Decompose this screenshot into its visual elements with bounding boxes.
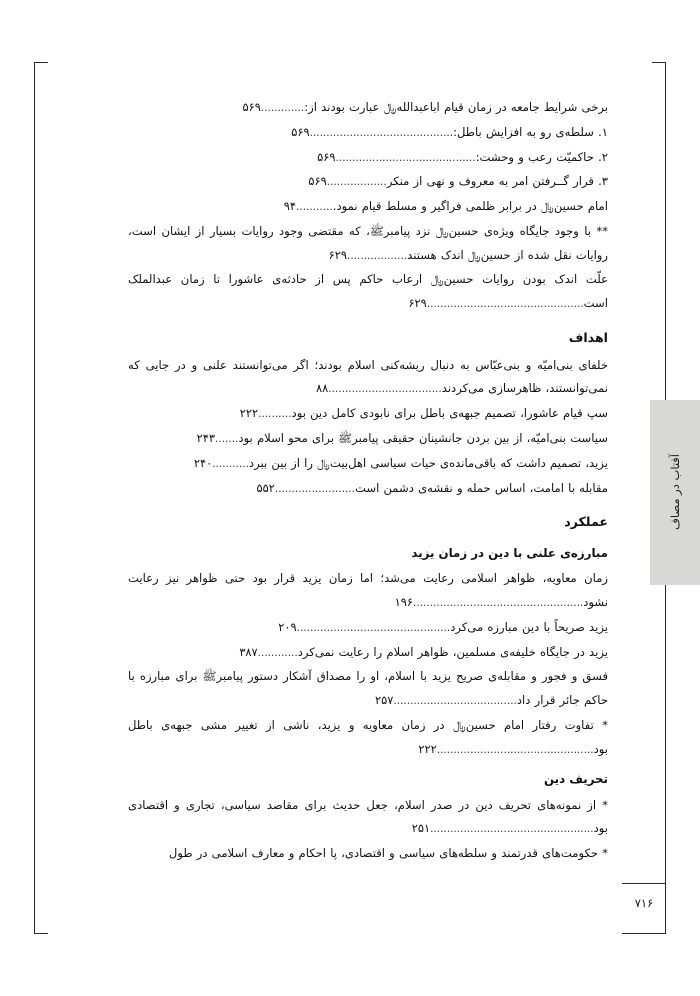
chapter-side-tab-label: آفتاب در مصاف <box>668 454 682 531</box>
toc-entry-leader: ............................................... <box>436 743 594 756</box>
toc-entry-text: مقابله با امامت، اساس حمله و نقشه‌ی دشمن است <box>354 480 608 495</box>
toc-entry <box>128 170 608 194</box>
toc-entry-page: ۸۸ <box>316 381 329 396</box>
toc-entry <box>128 452 608 476</box>
toc-entry-page: ۲۵۱ <box>411 821 431 836</box>
toc-entry-page: ۵۶۹ <box>291 124 310 139</box>
toc-entry-leader: ........................................... <box>309 126 454 139</box>
page-frame-cap-bottom-left <box>34 933 48 934</box>
toc-entry <box>128 567 608 615</box>
toc-entry <box>128 96 608 120</box>
toc-entry <box>128 402 608 426</box>
toc-entry <box>128 354 608 402</box>
toc-entry-text: * تفاوت رفتار امام حسین﷼ در زمان معاویه و یزید، ناشی از تغییر مشی جبهه‌ی باطل بود <box>128 717 608 756</box>
toc-entry-leader: ..................................... <box>393 695 517 708</box>
toc-entry <box>128 427 608 451</box>
toc-entry-text: * از نمونه‌های تحریف دین در صدر اسلام، جعل حدیث برای مقاصد سیاسی، تجاری و اقتصادی بود <box>128 797 608 836</box>
toc-entry-text: یزید در جایگاه خلیفه‌ی مسلمین، ظواهر اسلام را رعایت نمی‌کرد <box>297 644 608 659</box>
toc-entry-text: سیاست بنی‌امیّه، از بین بردن جانشینان حقیقی پیامبرﷺ برای محو اسلام بود <box>238 431 608 445</box>
toc-entry-leader: ........................ <box>274 482 355 495</box>
section-heading-performance: عملکرد <box>564 514 608 530</box>
toc-entry-text: برخی شرایط جامعه در زمان قیام اباعبدالله﷼ عبارت بودند از: <box>304 100 608 114</box>
toc-entry-page: ۹۴ <box>283 199 297 214</box>
toc-entry <box>128 477 608 501</box>
toc-entry-page: ۲۰۹ <box>278 619 297 634</box>
subsection-heading-distortion-of-religion: تحریف دین <box>544 772 608 787</box>
page-frame-left-rule <box>34 62 35 934</box>
toc-entry <box>128 616 608 640</box>
toc-entry-page: ۳۸۷ <box>239 644 258 659</box>
toc-entry-text: * حکومت‌های قدرتمند و سلطه‌های سیاسی و اقتصادی، پا احکام و معارف اسلامی در طول <box>168 846 608 861</box>
toc-entry <box>128 121 608 145</box>
toc-entry <box>128 842 608 866</box>
toc-entry-page: ۲۴۰ <box>193 455 213 470</box>
toc-entry-leader: .......................................... <box>335 151 476 164</box>
toc-entry-page: ۶۲۹ <box>328 247 348 262</box>
toc-entry-text: یزید، تصمیم داشت که باقی‌مانده‌ی حیات سیاسی اهل‌بیت﷼ را از بین ببرد <box>248 455 608 470</box>
toc-entry-leader: .................................. <box>328 383 442 396</box>
toc-entry-page: ۵۶۹ <box>317 149 336 164</box>
toc-entry <box>128 220 608 268</box>
toc-entry-page: ۱۹۶ <box>394 595 414 610</box>
section-heading-goals: اهداف <box>568 329 608 345</box>
toc-entry-leader: ............................................... <box>426 298 584 311</box>
toc-entry <box>128 195 608 219</box>
toc-entry <box>128 794 608 842</box>
toc-entry-leader: ................................................... <box>413 597 584 610</box>
toc-entry-leader: .............................................. <box>296 621 451 634</box>
toc-entry <box>128 641 608 665</box>
toc-entry-leader: ................................................. <box>430 823 594 836</box>
toc-entry-text: فسق و فجور و مقابله‌ی صریح یزید با اسلام، او را مصداق آشکار دستور پیامبرﷺ برای مبارزه با حاکم جائر قرار داد <box>128 669 608 708</box>
toc-entry-text: زمان معاویه، ظواهر اسلامی رعایت می‌شد؛ اما زمان یزید قرار بود حتی ظواهر نیز رعایت نشود <box>128 571 608 610</box>
toc-entry-leader: .................. <box>347 249 408 262</box>
toc-entry-text: ۱. سلطه‌ی رو به افزایش باطل: <box>453 124 608 139</box>
toc-entry-page: ۲۵۷ <box>375 693 394 708</box>
page-frame-cap-top-left <box>34 62 48 63</box>
toc-entry-text: ۲. حاکمیّت رعب و وحشت: <box>475 149 608 164</box>
toc-entry-text: ۳. قرار گــرفتن امر به معروف و نهی از منکر <box>386 174 608 189</box>
toc-entry-page: ۲۲۲ <box>418 741 437 756</box>
toc-entry-page: ۵۶۹ <box>242 100 261 114</box>
folio-rule-bottom <box>622 933 666 934</box>
toc-entry-page: ۲۲۲ <box>239 406 259 421</box>
table-of-contents <box>128 96 608 867</box>
toc-entry-text: سپ قیام عاشورا، تصمیم جبهه‌ی باطل برای نابودی کامل دین بود <box>291 406 608 421</box>
toc-entry-leader: .......... <box>258 408 292 421</box>
toc-entry-text: علّت اندک بودن روایات حسین﷼ ارعاب حاکم پس از حادثه‌ی عاشورا تا زمان عبدالملک است <box>128 272 608 311</box>
toc-entry-leader: ............ <box>257 646 298 659</box>
toc-entry-page: ۶۲۹ <box>408 296 427 311</box>
toc-entry <box>128 665 608 713</box>
page-frame-cap-top-right <box>652 62 666 63</box>
toc-entry <box>128 268 608 316</box>
toc-entry-text: خلفای بنی‌امیّه و بنی‌عبّاس به دنبال ریشه‌کنی اسلام بودند؛ اگر می‌توانستند علنی و در جایی که نمی‌توانستند، ظاهرسازی می‌کردند <box>128 357 608 396</box>
toc-entry-leader: .................. <box>326 176 387 189</box>
toc-entry-page: ۲۴۳ <box>196 431 216 445</box>
toc-entry-leader: ....... <box>215 433 239 445</box>
folio-rule-top <box>622 883 666 884</box>
toc-entry-leader: ............. <box>260 102 305 114</box>
toc-entry <box>128 714 608 762</box>
toc-entry <box>128 146 608 170</box>
subsection-heading-open-fight-with-religion: مبارزه‌ی علنی با دین در زمان یزید <box>411 546 608 561</box>
toc-entry-text: ** با وجود جایگاه ویژه‌ی حسین﷼ نزد پیامبرﷺ، که مقتضی وجود روایات بسیار از ایشان است، روایات نقل شده از حسین﷼ اندک هستند <box>128 223 608 262</box>
toc-entry-text: امام حسین﷼ در برابر ظلمی فراگیر و مسلط قیام نمود. <box>332 199 608 214</box>
toc-entry-text: یزید صریحاً با دین مبارزه می‌کرد <box>450 619 608 634</box>
chapter-side-tab <box>650 400 700 585</box>
page-number: ۷۱۶ <box>634 896 654 910</box>
toc-entry-leader: ........... <box>212 457 249 470</box>
toc-entry-page: ۵۶۹ <box>308 174 327 189</box>
toc-entry-leader: ........... <box>296 201 333 214</box>
toc-entry-page: ۵۵۲ <box>256 480 275 495</box>
